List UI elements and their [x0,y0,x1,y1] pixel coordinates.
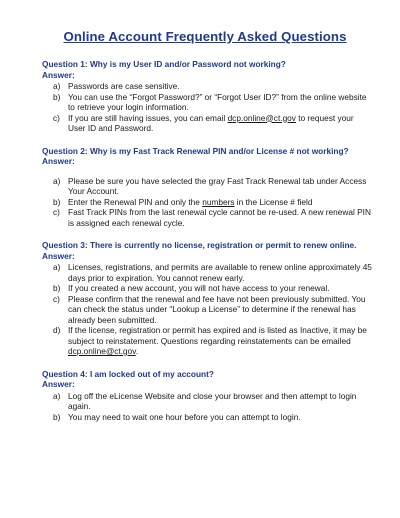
list-item-text: You can use the “Forgot Password?” or “Forgot User ID?” from the online website to retrieve your login information. [68,91,367,112]
list-item-text: to request your User ID and Password. [68,112,354,133]
list-item [42,207,372,228]
question-heading: Question 3: There is currently no license, registration or permit to renew online. [42,240,357,250]
list-marker: b) [53,283,61,293]
list-item [42,294,372,326]
list-marker: a) [53,390,61,401]
list-marker: c) [53,293,60,304]
answer-label: Answer: [42,69,75,80]
question-heading: Question 4: I am locked out of my account? [42,368,214,379]
list-item [42,197,372,208]
list-item [42,81,372,92]
list-item-text: Please confirm that the renewal and fee have not been previously submitted. You can check the status under “Lookup a License” to determine if the renewal has already been submitted. [68,293,366,325]
list-item [42,113,372,134]
question-heading: Question 2: Why is my Fast Track Renewal PIN and/or License # not working? [42,145,349,156]
list-item-text: If you created a new account, you will not have access to your renewal. [68,283,330,293]
list-item-text: Please be sure you have selected the gray Fast Track Renewal tab under Access Your Account. [68,175,367,196]
list-marker: d) [53,325,61,335]
list-item [42,176,372,197]
answer-list [42,262,372,357]
faq-section-3 [42,240,372,357]
faq-section-1 [42,59,372,134]
answer-list [42,81,372,134]
list-item-text: Enter the Renewal PIN and only the [68,196,203,207]
faq-section-4 [42,369,372,423]
list-marker: b) [53,411,61,422]
list-item-text: Log off the eLicense Website and close your browser and then attempt to login again. [68,390,357,411]
list-item-text: . [135,346,139,356]
list-marker: c) [53,112,60,123]
list-item-text: If the license, registration or permit has expired and is listed as Inactive, it may be subject to reinstatement. Questions regarding reinstatements can be emailed [68,325,367,346]
email-link[interactable]: dcp.online@ct.gov [68,346,136,356]
list-item-text: in the License # field [234,196,313,207]
question-heading: Question 1: Why is my User ID and/or Password not working? [42,59,286,69]
faq-section-2 [42,146,372,229]
answer-label: Answer: [42,156,75,166]
list-marker: a) [53,262,61,272]
list-marker: b) [53,196,61,207]
answer-list [42,391,372,423]
list-item [42,283,372,294]
list-item [42,325,372,357]
list-item-text: Fast Track PINs from the last renewal cycle cannot be re-used. A new renewal PIN is assigned each renewal cycle. [68,207,371,228]
list-item [42,92,372,113]
list-item [42,412,372,423]
list-item-text: You may need to wait one hour before you can attempt to login. [68,411,301,422]
email-link[interactable]: dcp.online@ct.gov [227,112,296,123]
answer-label: Answer: [42,379,75,389]
list-marker: a) [53,81,61,91]
page-title: Online Account Frequently Asked Questions [63,29,347,44]
list-marker: b) [53,91,61,102]
list-marker: a) [53,175,61,186]
answer-list [42,176,372,229]
list-item-text: If you are still having issues, you can email [68,112,228,123]
list-item-text: Licenses, registrations, and permits are available to renew online approximately 45 days prior to expiration. You cannot renew early. [68,262,372,283]
list-marker: c) [53,207,60,217]
answer-label: Answer: [42,250,75,261]
list-item-text: Passwords are case sensitive. [68,81,180,91]
underlined-word: numbers [202,196,235,207]
list-item [42,262,372,283]
list-item [42,391,372,412]
